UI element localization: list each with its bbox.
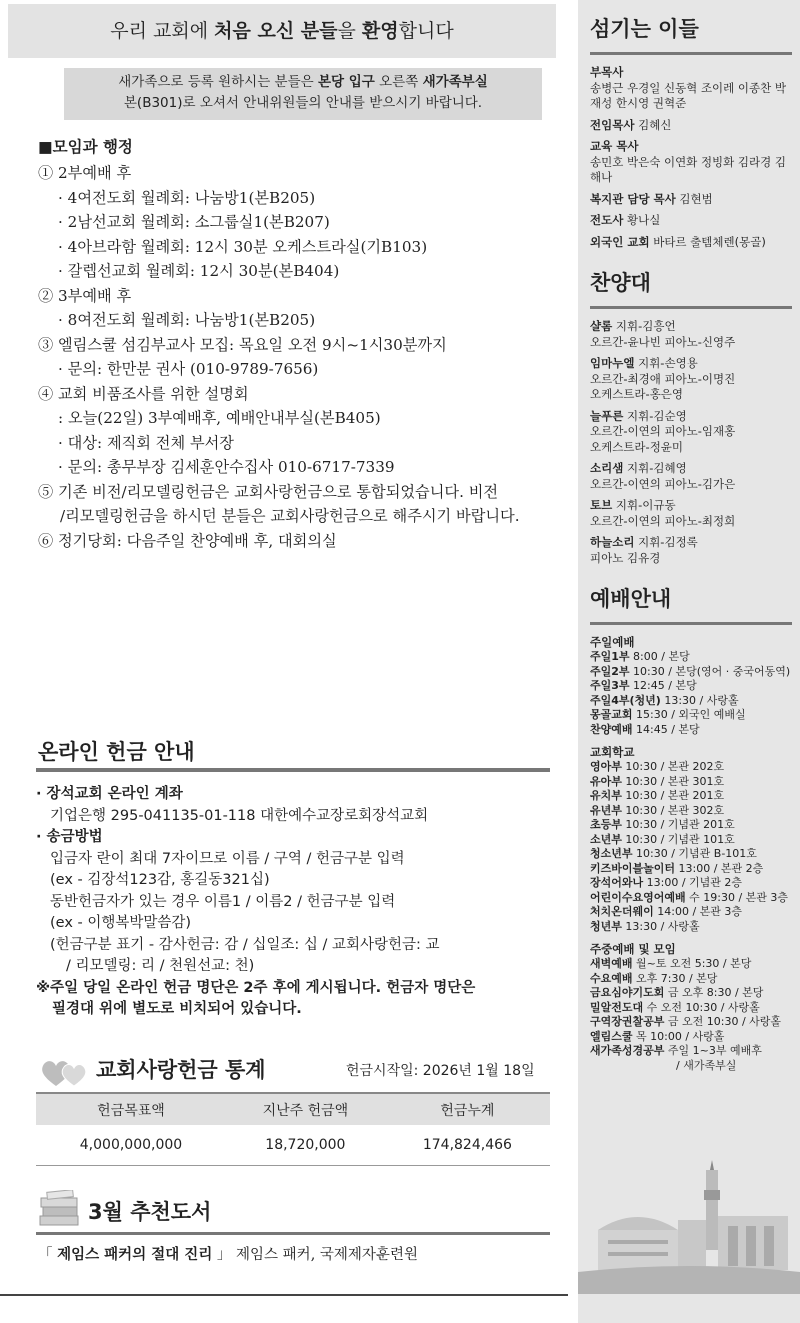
server-names: 송병근 우경일 신동혁 조이레 이종찬 박재성 한시영 권혁준 xyxy=(590,80,787,110)
choir-detail: 지휘-이규동 xyxy=(612,498,676,512)
choir-name: 하늘소리 xyxy=(590,535,635,549)
worship-time: 10:30 / 본당(영어 · 중국어동역) xyxy=(629,664,791,678)
list-item: · 장석교회 온라인 계좌 xyxy=(36,786,183,802)
choir-group xyxy=(590,461,792,492)
worship-section-list xyxy=(590,760,792,934)
worship-name: 수요예배 xyxy=(590,971,633,985)
worship-name: 장석어와나 xyxy=(590,876,644,889)
worship-time: 수 오전 10:30 / 사랑홀 xyxy=(643,1000,760,1014)
worship-name: 새가족성경공부 xyxy=(590,1044,665,1057)
welcome-line-1: 새가족으로 등록 원하시는 분들은 본당 입구 오른쪽 새가족부실 xyxy=(118,74,488,90)
list-item xyxy=(590,679,792,694)
worship-name: 금요심야기도회 xyxy=(590,986,665,999)
server-names: 황나실 xyxy=(623,213,661,227)
header-last-week: 지난주 헌금액 xyxy=(226,1093,385,1125)
server-role: 복지관 담당 목사 xyxy=(590,191,676,206)
server-group xyxy=(590,213,792,229)
welcome-line-2: 본(B301)로 오셔서 안내위원들의 안내를 받으시기 바랍니다. xyxy=(123,95,483,111)
server-group xyxy=(590,65,792,112)
list-item: ④ 교회 비품조사를 위한 설명회 xyxy=(38,384,249,403)
welcome-heading: 우리 교회에 처음 오신 분들을 환영합니다 xyxy=(8,4,556,58)
worship-time: 주일 1~3부 예배후 xyxy=(664,1044,762,1057)
worship-time: 10:30 / 기념관 101호 xyxy=(621,832,735,846)
worship-time: 10:30 / 기념관 201호 xyxy=(621,818,735,831)
list-item: · 문의: 한만분 권사 (010-9789-7656) xyxy=(58,360,319,378)
worship-name: 엘림스쿨 xyxy=(590,1029,633,1043)
worship-time: 금 오전 10:30 / 사랑홀 xyxy=(664,1015,782,1028)
header-total: 헌금누계 xyxy=(385,1093,550,1125)
table-row xyxy=(36,1125,550,1165)
worship-time: 12:45 / 본당 xyxy=(629,679,697,692)
choir-group xyxy=(590,356,792,403)
offering-start-date: 헌금시작일: 2026년 1월 18일 xyxy=(346,1063,535,1079)
server-names: 바타르 출템체렌(몽골) xyxy=(649,234,766,249)
worship-name: 새벽예배 xyxy=(590,957,633,970)
choir-name: 늘푸른 xyxy=(590,408,624,423)
choir-detail: 오르간-윤나빈 피아노-신영주 xyxy=(590,334,736,349)
worship-time: 오후 7:30 / 본당 xyxy=(632,971,718,985)
choir-list xyxy=(590,319,792,566)
worship-time: 10:30 / 본관 302호 xyxy=(621,803,725,817)
list-item xyxy=(590,1001,792,1016)
list-item: 동반헌금자가 있는 경우 이름1 / 이름2 / 헌금구분 입력 xyxy=(50,893,396,910)
list-item: · 문의: 총무부장 김세훈안수집사 010-6717-7339 xyxy=(58,458,395,476)
worship-section-heading: 주중예배 및 모임 xyxy=(590,942,676,956)
list-item xyxy=(590,905,792,920)
list-item xyxy=(590,1030,792,1045)
choir-title: 찬양대 xyxy=(590,271,651,295)
list-item xyxy=(590,804,792,819)
worship-name: 청년부 xyxy=(590,919,622,933)
server-role: 전도사 xyxy=(590,213,624,227)
list-item xyxy=(590,957,792,972)
choir-group xyxy=(590,535,792,566)
online-lines xyxy=(36,784,556,978)
worship-time: 13:30 / 사랑홀 xyxy=(621,919,700,933)
list-item: ② 3부예배 후 xyxy=(38,286,132,305)
choir-name: 소리샘 xyxy=(590,461,624,475)
server-names: 김현범 xyxy=(675,191,713,206)
worship-section-heading: 교회학교 xyxy=(590,745,635,759)
online-note-1: ※주일 당일 온라인 헌금 명단은 2주 후에 게시됩니다. 헌금자 명단은 xyxy=(36,979,476,996)
list-item: / 리모델링: 리 / 천원선교: 천) xyxy=(66,958,255,974)
choir-detail: 오르간-이연의 피아노-김가은 xyxy=(590,476,736,491)
worship-name: 유아부 xyxy=(590,774,622,788)
list-item: · 4아브라함 월례회: 12시 30분 오케스트라실(기B103) xyxy=(58,237,428,256)
worship-time: 수 19:30 / 본관 3층 xyxy=(685,890,789,904)
server-group xyxy=(590,139,792,186)
worship-title: 예배안내 xyxy=(590,587,672,611)
worship-time: 10:30 / 본관 301호 xyxy=(621,774,725,788)
books-icon xyxy=(38,1190,82,1228)
list-item: 기업은행 295-041135-01-118 대한예수교장로회장석교회 xyxy=(50,807,429,824)
list-item xyxy=(590,694,792,709)
server-group xyxy=(590,118,792,134)
choir-detail: 지휘-김혜영 xyxy=(623,461,687,475)
servers-title: 섬기는 이들 xyxy=(590,17,699,41)
choir-detail: 지휘-김정록 xyxy=(634,535,698,549)
book-title: 제임스 패커의 절대 진리 xyxy=(57,1247,213,1263)
worship-name: 어린이수요영어예배 xyxy=(590,890,686,904)
worship-time: 월~토 오전 5:30 / 본당 xyxy=(632,957,752,970)
books-title-rule xyxy=(36,1232,550,1235)
worship-name: 초등부 xyxy=(590,818,622,831)
table-header-row xyxy=(36,1093,550,1125)
worship-extra: / 새가족부실 xyxy=(676,1058,737,1072)
meetings-title: ■모임과 행정 xyxy=(38,138,133,156)
online-note-2: 필경대 위에 별도로 비치되어 있습니다. xyxy=(52,1001,302,1017)
worship-name: 찬양예배 xyxy=(590,722,633,736)
worship-name: 유년부 xyxy=(590,803,622,817)
worship-name: 청소년부 xyxy=(590,847,633,860)
online-offering-title: 온라인 헌금 안내 xyxy=(38,740,195,764)
online-offering-info xyxy=(36,784,556,1021)
worship-name: 소년부 xyxy=(590,832,622,846)
list-item xyxy=(590,1044,792,1059)
server-names: 김혜신 xyxy=(634,117,672,132)
worship-name: 유치부 xyxy=(590,789,622,802)
choir-detail: 오케스트라-홍은영 xyxy=(590,387,684,401)
server-group xyxy=(590,192,792,208)
list-item xyxy=(590,847,792,862)
server-role: 외국인 교회 xyxy=(590,234,650,249)
worship-time: 8:00 / 본당 xyxy=(629,650,690,663)
value-last-week: 18,720,000 xyxy=(226,1125,385,1165)
meetings-list xyxy=(38,161,566,553)
list-item xyxy=(590,775,792,790)
offering-stats-table xyxy=(36,1092,550,1166)
worship-name: 영아부 xyxy=(590,760,622,773)
list-item xyxy=(590,818,792,833)
choir-rule xyxy=(590,306,792,309)
worship-time: 14:45 / 본당 xyxy=(632,722,700,736)
list-item xyxy=(590,760,792,775)
server-group xyxy=(590,235,792,251)
list-item: · 4여전도회 월례회: 나눔방1(본B205) xyxy=(58,188,316,207)
list-item: ⑥ 정기당회: 다음주일 찬양예배 후, 대회의실 xyxy=(38,531,337,550)
server-role: 전임목사 xyxy=(590,117,635,132)
worship-time: 13:00 / 본관 2층 xyxy=(675,861,764,875)
list-item xyxy=(590,876,792,891)
list-item xyxy=(590,891,792,906)
choir-group xyxy=(590,498,792,529)
list-item: · 8여전도회 월례회: 나눔방1(본B205) xyxy=(58,311,316,329)
offering-stats-title: 교회사랑헌금 통계 xyxy=(96,1058,266,1082)
list-item xyxy=(590,708,792,723)
welcome-notice xyxy=(64,68,542,120)
online-title-rule xyxy=(36,768,550,772)
header-goal: 헌금목표액 xyxy=(36,1093,226,1125)
worship-time: 10:30 / 본관 202호 xyxy=(621,760,725,773)
list-item xyxy=(590,723,792,738)
recommended-book: 「 제임스 패커의 절대 진리 」 제임스 패커, 국제제자훈련원 xyxy=(38,1247,418,1263)
choir-detail: 오케스트라-정윤미 xyxy=(590,439,684,454)
list-item: ⑤ 기존 비전/리모델링헌금은 교회사랑헌금으로 통합되었습니다. 비전 xyxy=(38,482,499,501)
worship-rule xyxy=(590,622,792,625)
list-item: · 갈렙선교회 월례회: 12시 30분(본B404) xyxy=(58,262,340,280)
list-item xyxy=(590,972,792,987)
choir-detail: 지휘-손영용 xyxy=(634,356,698,370)
worship-name: 주일2부 xyxy=(590,664,630,678)
worship-time: 15:30 / 외국인 예배실 xyxy=(632,708,746,721)
worship-time: 14:00 / 본관 3층 xyxy=(653,905,743,918)
worship-time: 13:30 / 사랑홀 xyxy=(660,693,739,707)
choir-detail: 오르간-이연의 피아노-임재홍 xyxy=(590,424,736,438)
worship-name: 구역장권찰공부 xyxy=(590,1015,665,1028)
list-item xyxy=(590,986,792,1001)
church-building-icon xyxy=(578,1160,800,1294)
worship-time: 10:30 / 본관 201호 xyxy=(621,789,725,802)
server-role: 교육 목사 xyxy=(590,139,639,153)
list-item: ① 2부예배 후 xyxy=(38,164,132,182)
recommended-books-title: 3월 추천도서 xyxy=(88,1200,212,1224)
list-item xyxy=(590,650,792,665)
worship-name: 주일1부 xyxy=(590,650,630,663)
worship-time: 목 10:00 / 사랑홀 xyxy=(632,1029,725,1043)
list-item: (ex - 이행복박말씀감) xyxy=(50,915,192,931)
list-item xyxy=(590,920,792,935)
list-item: (ex - 김장석123감, 홍길동321십) xyxy=(50,872,270,888)
hearts-icon xyxy=(40,1058,90,1088)
right-column xyxy=(578,0,800,1323)
choir-detail: 오르간-이연의 피아노-최정희 xyxy=(590,513,736,528)
server-role: 부목사 xyxy=(590,65,624,79)
choir-name: 토브 xyxy=(590,498,613,512)
servers-list xyxy=(590,65,792,250)
list-item xyxy=(590,789,792,804)
server-names: 송민호 박은숙 이연화 정빙화 김라경 김해나 xyxy=(590,154,787,184)
servers-rule xyxy=(590,52,792,55)
worship-time: 13:00 / 기념관 2층 xyxy=(643,876,743,889)
worship-name: 처치온더웨이 xyxy=(590,905,654,918)
worship-name: 주일3부 xyxy=(590,679,630,692)
worship-name: 몽골교회 xyxy=(590,708,633,721)
worship-section-heading: 주일예배 xyxy=(590,635,635,649)
worship-name: 밀알전도대 xyxy=(590,1000,644,1014)
worship-section-list xyxy=(590,650,792,737)
list-item: ③ 엘림스쿨 섬김부교사 모집: 목요일 오전 9시~1시30분까지 xyxy=(38,335,447,354)
value-goal: 4,000,000,000 xyxy=(36,1125,226,1165)
worship-name: 키즈바이블놀이터 xyxy=(590,861,676,875)
bottom-rule xyxy=(0,1294,568,1296)
worship-section-list xyxy=(590,957,792,1073)
meetings-section xyxy=(38,134,566,553)
list-item: · 송금방법 xyxy=(36,829,103,845)
choir-detail: 피아노 김유경 xyxy=(590,550,661,565)
list-item: : 오늘(22일) 3부예배후, 예배안내부실(본B405) xyxy=(58,409,381,427)
list-item: · 2남선교회 월례회: 소그룹실1(본B207) xyxy=(58,213,330,231)
list-item xyxy=(590,665,792,680)
list-item: /리모델링헌금을 하시던 분들은 교회사랑헌금으로 해주시기 바랍니다. xyxy=(60,507,520,525)
list-item: 입금자 란이 최대 7자이므로 이름 / 구역 / 헌금구분 입력 xyxy=(50,850,405,867)
list-item xyxy=(590,862,792,877)
choir-group xyxy=(590,409,792,456)
worship-name: 주일4부(청년) xyxy=(590,693,661,707)
choir-group xyxy=(590,319,792,350)
choir-name: 임마누엘 xyxy=(590,356,635,370)
list-item xyxy=(590,833,792,848)
list-item: · 대상: 제직회 전체 부서장 xyxy=(58,433,234,452)
value-total: 174,824,466 xyxy=(385,1125,550,1165)
choir-detail: 오르간-최경애 피아노-이명진 xyxy=(590,371,736,386)
list-item: (헌금구분 표기 - 감사헌금: 감 / 십일조: 십 / 교회사랑헌금: 교 xyxy=(50,936,440,953)
list-item xyxy=(590,1015,792,1030)
choir-detail: 지휘-김순영 xyxy=(623,408,687,423)
worship-time: 금 오후 8:30 / 본당 xyxy=(664,986,764,999)
worship-list xyxy=(590,635,792,1073)
choir-name: 샬롬 xyxy=(590,319,613,333)
choir-detail: 지휘-김흥언 xyxy=(612,319,676,333)
worship-time: 10:30 / 기념관 B-101호 xyxy=(632,847,757,860)
